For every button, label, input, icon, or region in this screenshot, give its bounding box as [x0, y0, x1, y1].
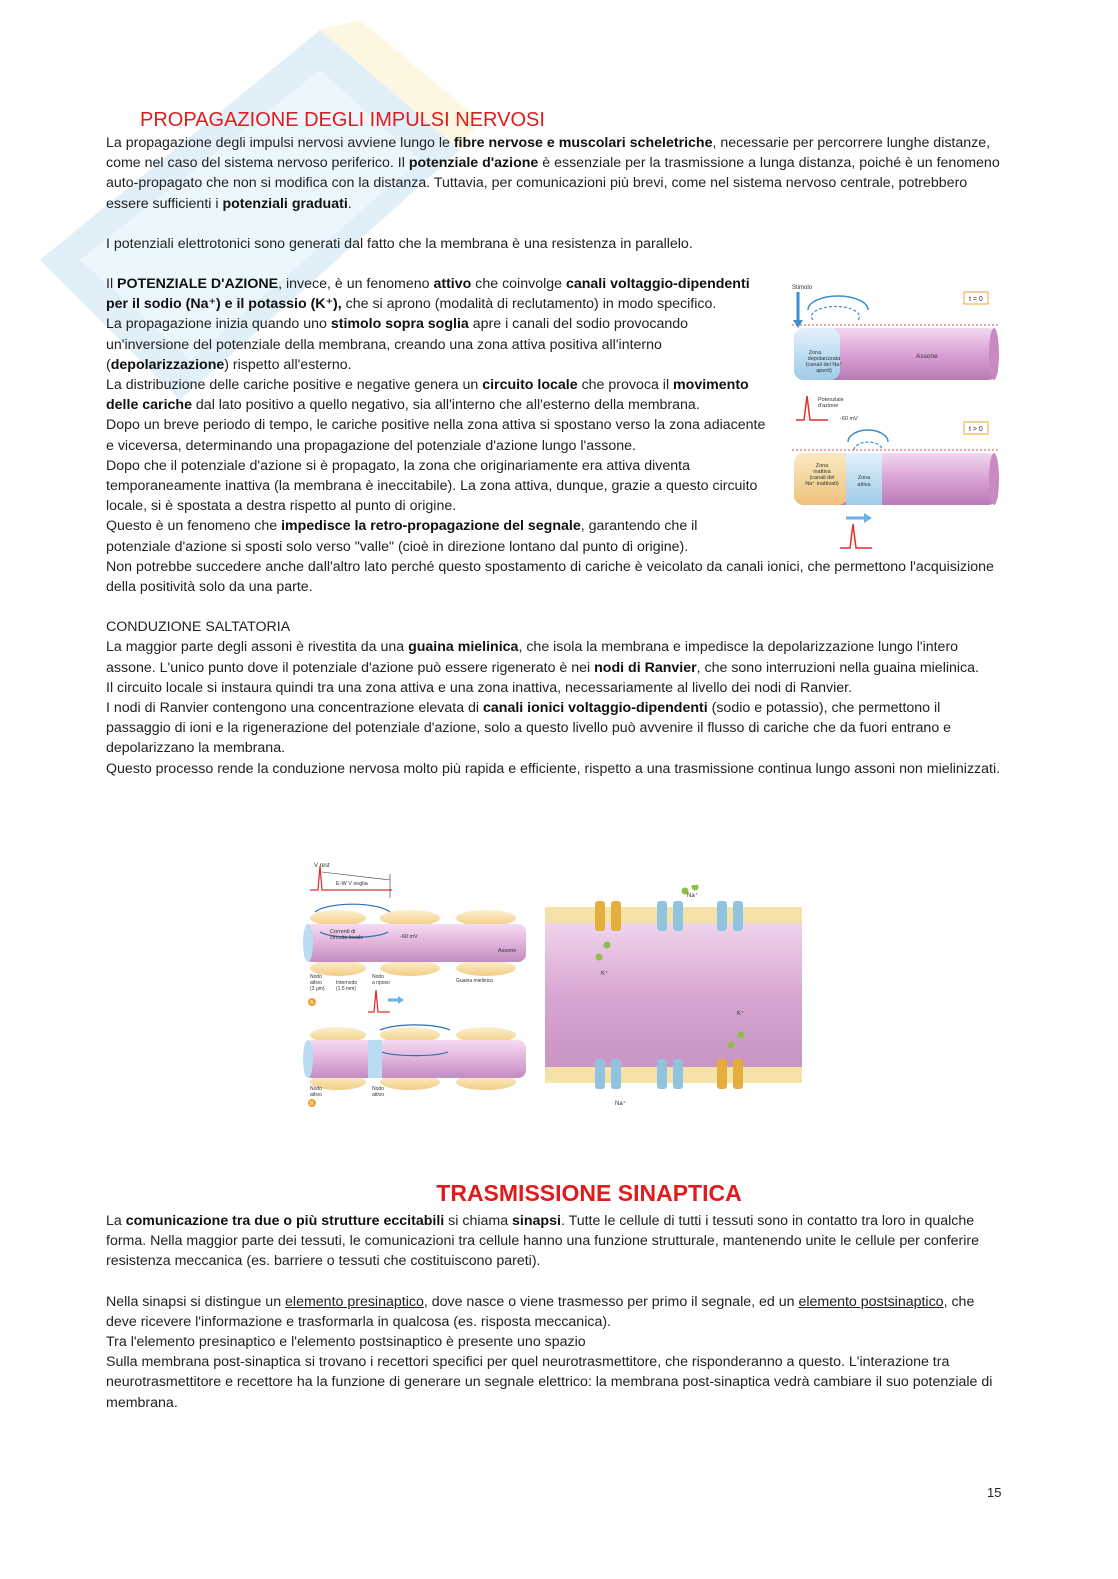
- label-mv: -60 mV: [840, 416, 858, 422]
- paragraph: Nella sinapsi si distingue un elemento presinaptico, dove nasce o viene trasmesso per primo il segnale, ed un elemento postsinaptico, che deve ricevere l'informazione e trasformarla in qualcosa (es. risposta meccanica).: [106, 1293, 975, 1330]
- label-assone: Assone: [916, 353, 938, 360]
- label-nodo-attivo: Nodo attivo (3 μm): [310, 974, 325, 992]
- page-number: 15: [987, 1485, 1002, 1500]
- label-internodo: Internodo (1.5 mm): [336, 980, 358, 992]
- label-correnti: Correnti di circuito locale: [330, 929, 364, 941]
- paragraph: Il POTENZIALE D'AZIONE, invece, è un fenomeno attivo che coinvolge canali voltaggio-dipendenti per il sodio (Na⁺) e il potassio (K⁺), che si aprono (modalità di reclutamento) in modo specifico.: [106, 276, 750, 313]
- label-zona-attiva: Zona attiva: [857, 475, 871, 488]
- label-potenziale: Potenziale d'azione: [818, 397, 844, 409]
- paragraph: Il circuito locale si instaura quindi tra una zona attiva e una zona inattiva, necessariamente al livello dei nodi di Ranvier.: [106, 679, 853, 696]
- figure-propagazione-assone: [788, 280, 1004, 555]
- paragraph: La distribuzione delle cariche positive e negative genera un circuito locale che provoca il movimento delle cariche dal lato positivo a quello negativo, sia all'interno che all'esterno della membrana.: [106, 377, 749, 414]
- label-stimolo: Stimolo: [792, 285, 813, 291]
- label-t1: t > 0: [969, 426, 983, 433]
- paragraph: La comunicazione tra due o più strutture eccitabili si chiama sinapsi. Tutte le cellule di tutti i tessuti sono in contatto tra loro in qualche forma. Nella maggior parte dei tessuti, le comunicazioni tra cellule hanno una funzione strutturale, mantenendo unite le cellule per conferire resistenza meccanica (es. barriere o tessuti che costituiscono pareti).: [106, 1213, 980, 1270]
- label-nodo-riposo: Nodo a riposo: [372, 974, 390, 986]
- figure-canali-ionici: [545, 885, 802, 1110]
- label-b: B: [310, 1101, 314, 1107]
- label-na-top: Na⁺: [687, 893, 698, 899]
- section-title-trasmissione: TRASMISSIONE SINAPTICA: [436, 1180, 742, 1206]
- axon-a: [303, 910, 526, 976]
- label-na-bottom: Na⁺: [615, 1101, 626, 1107]
- label-zona-depolarizzata: Zona depolarizzata (canali del Na⁺ aperti): [805, 350, 843, 374]
- label-nodo-attivo-b: Nodo attivo: [310, 1086, 322, 1098]
- subheading-conduzione-saltatoria: CONDUZIONE SALTATORIA: [106, 619, 291, 636]
- label-nodo-attivo-b2: Nodo attivo: [372, 1086, 384, 1098]
- paragraph: La maggior parte degli assoni è rivestita da una guaina mielinica, che isola la membrana e impedisce la depolarizzazione lungo l'intero assone. L'unico punto dove il potenziale d'azione può essere rigenerato è nei nodi di Ranvier, che sono interruzioni nella guaina mielinica.: [106, 639, 979, 676]
- label-mv2: -60 mV: [400, 934, 418, 940]
- label-assone2: Assone: [498, 948, 517, 954]
- axon-b: [303, 1027, 526, 1090]
- label-a: A: [310, 1000, 314, 1006]
- label-vsoglia: E-W V soglia: [336, 881, 368, 887]
- paragraph: Questo è un fenomeno che impedisce la retro-propagazione del segnale, garantendo che il potenziale d'azione si sposti solo verso "valle" (cioè in direzione lontano dal punto di origine).: [106, 518, 698, 555]
- label-t0: t = 0: [969, 296, 983, 303]
- paragraph: Tra l'elemento presinaptico e l'elemento postsinaptico è presente uno spazio: [106, 1334, 586, 1351]
- paragraph: Non potrebbe succedere anche dall'altro lato perché questo spostamento di cariche è veicolato da canali ionici, che permettono l'acquisizione della positività solo da una parte.: [106, 558, 994, 596]
- paragraph: Sulla membrana post-sinaptica si trovano i recettori specifici per quel neurotrasmettitore, che risponderanno a questo. L'interazione tra neurotrasmettitore e recettore ha la funzione di generare un segnale elettrico: la membrana post-sinaptica vedrà cambiare il suo potenziale di membrana.: [106, 1354, 993, 1411]
- paragraph: La propagazione inizia quando uno stimolo sopra soglia apre i canali del sodio provocando un'inversione del potenziale della membrana, creando una zona attiva positiva all'interno (depolarizzazione) rispetto all'esterno.: [106, 316, 689, 373]
- paragraph: La propagazione degli impulsi nervosi avviene lungo le fibre nervose e muscolari scheletriche, necessarie per percorrere lunghe distanze, come nel caso del sistema nervoso periferico. Il potenziale d'azione è essenziale per la trasmissione a lunga distanza, poiché è un fenomeno auto-propagato che non si modifica con la distanza. Tuttavia, per comunicazioni più brevi, come nel sistema nervoso centrale, potrebbero essere sufficienti i potenziali graduati.: [106, 135, 1000, 212]
- label-guaina: Guaina mielinica: [456, 978, 493, 984]
- figure-conduzione-saltatoria: [300, 860, 532, 1110]
- paragraph: Questo processo rende la conduzione nervosa molto più rapida e efficiente, rispetto a una trasmissione continua lungo assoni non mielinizzati.: [106, 760, 1001, 777]
- section-trasmissione-sinaptica: [106, 1211, 1006, 1413]
- label-k-right: K⁺: [737, 1011, 745, 1017]
- paragraph: I nodi di Ranvier contengono una concentrazione elevata di canali ionici voltaggio-dipendenti (sodio e potassio), che permettono il passaggio di ioni e la rigenerazione del potenziale d'azione, solo a questo livello può avvenire il flusso di cariche che da fuori entrano e depolarizzano la membrana.: [106, 700, 952, 757]
- label-zona-inattiva: Zona inattiva (canali del Na⁺ inattivati): [805, 463, 839, 487]
- paragraph: I potenziali elettrotonici sono generati dal fatto che la membrana è una resistenza in parallelo.: [106, 235, 693, 252]
- section-title-propagazione: PROPAGAZIONE DEGLI IMPULSI NERVOSI: [140, 109, 545, 131]
- paragraph: Dopo un breve periodo di tempo, le cariche positive nella zona attiva si spostano verso la zona adiacente e viceversa, determinando una propagazione del potenziale d'azione lungo l'assone.: [106, 417, 766, 454]
- label-k-left: K⁺: [601, 971, 609, 977]
- paragraph: Dopo che il potenziale d'azione si è propagato, la zona che originariamente era attiva diventa temporaneamente inattiva (la membrana è ineccitabile). La zona attiva, dunque, grazie a questo circuito locale, si è spostata a destra rispetto al punto di origine.: [106, 457, 758, 515]
- label-vrest: V rest: [314, 863, 330, 869]
